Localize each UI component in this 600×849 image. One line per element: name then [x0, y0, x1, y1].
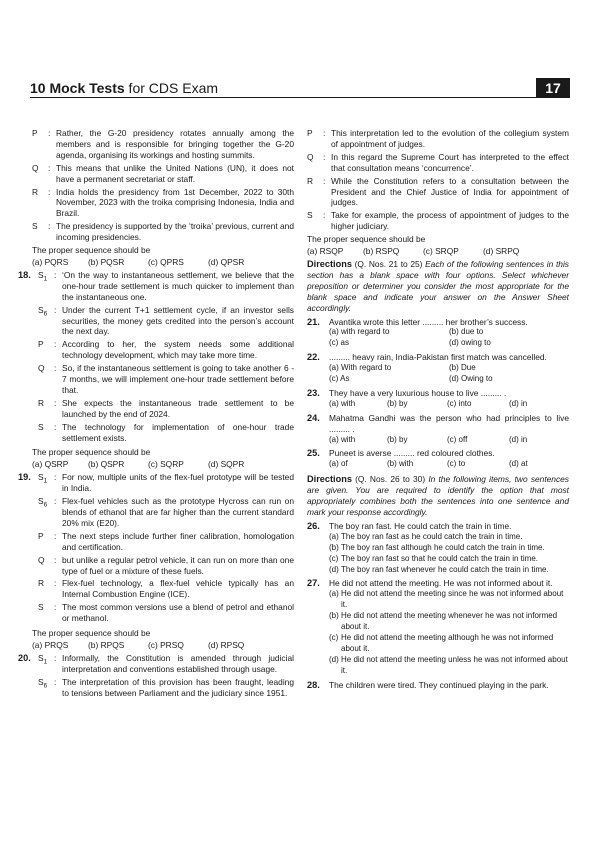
- sequence-prompt: The proper sequence should be: [32, 628, 151, 639]
- page-number: 17: [536, 78, 570, 98]
- directions-26-30: Directions (Q. Nos. 26 to 30) In the following items, two sentences are given. You are required to identify the option that most appropriately combines both the sentences into one sentence and mark your response accordingly.: [307, 474, 569, 517]
- answer-options: (a) With regard to (b) Due: [329, 363, 476, 373]
- option-s: S : The presidency is supported by the ‘troika’ previous, current and incoming presidencies.: [32, 221, 294, 243]
- answer-options: (a) with (b) by (c) off (d) in: [329, 434, 528, 444]
- answer-options: (c) As (d) Owing to: [329, 374, 493, 384]
- answer-options: (a) of (b) with (c) to (d) at: [329, 459, 528, 469]
- left-column: [18, 128, 294, 701]
- sequence-prompt: The proper sequence should be: [32, 447, 151, 458]
- option-q: Q : This means that unlike the United Nations (UN), it does not have a permanent secretariat or staff.: [32, 162, 294, 184]
- question-27: 27. He did not attend the meeting. He was not informed about it.: [307, 578, 553, 589]
- question-20: 20. $S_1$ : Informally, the Constitution is amended through judicial interpretation and conventions established through usage. $S_6$ : The interpretation of this provision has been fraught, leading to tensions between Parliament and the judiciary since 1951.: [18, 652, 294, 698]
- answer-options: (a) QSRP (b) QSPR (c) SQRP (d) SQPR: [32, 459, 245, 470]
- question-23: 23. They have a very luxurious house to live ......... .: [307, 387, 507, 398]
- option-r: R : India holds the presidency from 1st December, 2022 to 30th November, 2023 with the troika comprising Indonesia, India and Brazil.: [32, 186, 294, 219]
- option-s: S : Take for example, the process of appointment of judges to the higher judiciary.: [307, 210, 569, 232]
- answer-options: (a) PRQS (b) RPQS (c) PRSQ (d) RPSQ: [32, 639, 245, 650]
- question-21: 21. Avantika wrote this letter ......... her brother’s success.: [307, 316, 528, 327]
- answer-options: (a) He did not attend the meeting since he was not informed about it. (b) He did not attend the meeting whenever he was not informed about it. (c) He did not attend the meeting although he was not informed about it. (d) He did not attend the meeting unless he was not informed about it.: [329, 589, 568, 675]
- directions-21-25: Directions (Q. Nos. 21 to 25) Each of the following sentences in this section has a blank space with four options. Select whichever preposition or determiner you consider the most appropriate for the blank space and indicate your answer on the Answer Sheet accordingly.: [307, 258, 569, 313]
- question-22: 22. ......... heavy rain, India-Pakistan first match was cancelled.: [307, 352, 547, 363]
- question-24: 24. Mahatma Gandhi was the person who had principles to live ......... .: [307, 412, 569, 434]
- answer-options: (a) The boy ran fast as he could catch the train in time. (b) The boy ran fast although he could catch the train in time. (c) The boy ran fast so that he could catch the train in time. (d) The boy ran fast whenever he could catch the train in time.: [329, 531, 549, 574]
- question-26: 26. The boy ran fast. He could catch the train in time.: [307, 520, 512, 531]
- question-25: 25. Puneet is averse ......... red coloured clothes.: [307, 448, 495, 459]
- sequence-prompt: The proper sequence should be: [32, 245, 151, 256]
- option-q: Q : In this regard the Supreme Court has interpreted to the effect that consultation means ‘concurrence’.: [307, 151, 569, 173]
- option-p: P : Rather, the G-20 presidency rotates annually among the members and is responsible for bringing together the G-20 agenda, organising its workings and hosting summits.: [32, 128, 294, 160]
- question-19: 19. $S_1$ : For now, multiple units of the flex-fuel prototype will be tested in India. $S_6$ : Flex-fuel vehicles such as the prototype Hycross can run on blends of ethanol that are far higher than the current standard 20% mix (E20). P : The next steps include further finer calibration, homologation and certification. Q : but unlike a regular petrol vehicle, it can run on more than one type of fuel or a mixture of these fuels. R : Flex-fuel technology, a flex-fuel vehicle typically has an Internal Combustion Engine (ICE). S : The most common versions use a blend of petrol and ethanol or methanol.: [18, 472, 294, 624]
- option-p: P : This interpretation led to the evolution of the collegium system of appointment of judges.: [307, 128, 569, 149]
- answer-options: (c) as (d) owing to: [329, 338, 491, 348]
- page-header: [30, 78, 570, 98]
- right-column: [307, 128, 569, 691]
- sequence-prompt: The proper sequence should be: [307, 234, 426, 245]
- answer-options: (a) with (b) by (c) into (d) in: [329, 398, 528, 408]
- header-rule: [30, 97, 570, 98]
- option-r: R : While the Constitution refers to a consultation between the President and the Chief Justice of India for appointment of judges.: [307, 175, 569, 208]
- answer-options: (a) with regard to (b) due to: [329, 327, 484, 337]
- book-title: 10 Mock Tests for CDS Exam: [30, 80, 219, 96]
- question-28: 28. The children were tired. They continued playing in the park.: [307, 679, 549, 690]
- question-18: 18. $S_1$ : ‘On the way to instantaneous settlement, we believe that the one-hour trade settlement is much quicker to implement than the instantaneous one. $S_6$ : Under the current T+1 settlement cycle, if an investor sells securities, the money gets credited into the person’s account the next day. P : According to her, the system needs some additional technology development, which may take more time. Q : So, if the instantaneous settlement is going to take another 6 - 7 months, we will implement one-hour trade settlement before that. R : She expects the instantaneous trade settlement to be launched by the end of 2024. S : The technology for implementation of one-hour trade settlement exists.: [18, 269, 294, 443]
- answer-options: (a) RSQP (b) RSPQ (c) SRQP (d) SRPQ: [307, 246, 520, 257]
- answer-options: (a) PQRS (b) PQSR (c) QPRS (d) QPSR: [32, 256, 245, 267]
